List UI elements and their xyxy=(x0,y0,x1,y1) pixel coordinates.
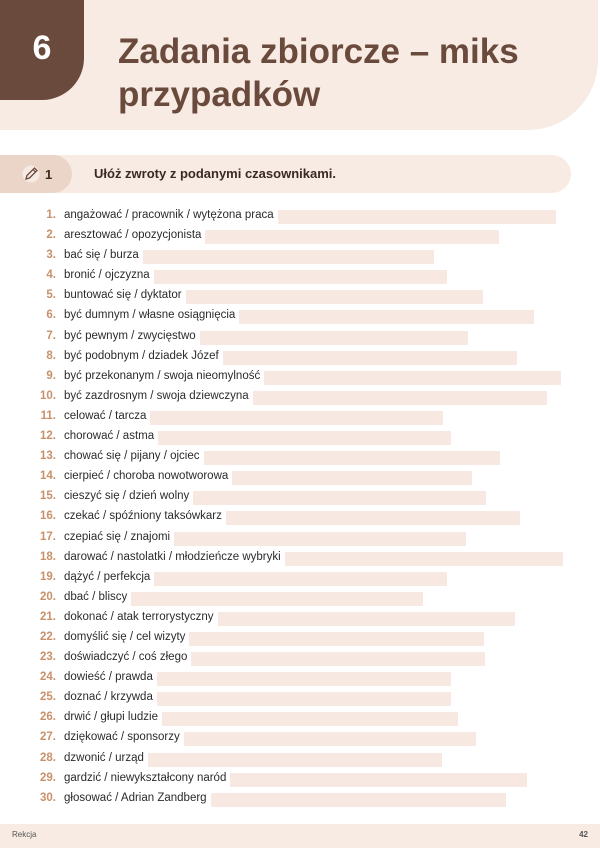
list-item xyxy=(0,610,600,630)
answer-blank[interactable] xyxy=(232,471,472,485)
item-prompt: bronić / ojczyzna xyxy=(64,269,150,282)
item-number: 18. xyxy=(40,550,56,563)
answer-blank[interactable] xyxy=(226,511,520,525)
item-prompt: angażować / pracownik / wytężona praca xyxy=(64,209,274,221)
page-number: 42 xyxy=(579,830,588,839)
item-prompt: czekać / spóźniony taksówkarz xyxy=(64,510,222,523)
item-number: 12. xyxy=(40,430,56,443)
list-item xyxy=(0,248,600,268)
answer-blank[interactable] xyxy=(223,351,517,365)
item-number: 4. xyxy=(46,269,56,282)
item-number: 22. xyxy=(40,630,56,643)
answer-blank[interactable] xyxy=(158,431,451,445)
item-prompt: być dumnym / własne osiągnięcia xyxy=(64,309,236,322)
list-item xyxy=(0,409,600,429)
answer-blank[interactable] xyxy=(150,411,443,425)
exercise-list xyxy=(0,208,600,811)
list-item xyxy=(0,670,600,690)
footer-section-name: Rekcja xyxy=(12,830,37,839)
list-item xyxy=(0,590,600,610)
answer-blank[interactable] xyxy=(211,793,506,807)
item-number: 3. xyxy=(46,249,56,262)
item-number: 28. xyxy=(40,751,56,764)
item-number: 16. xyxy=(40,510,56,523)
answer-blank[interactable] xyxy=(285,552,563,566)
item-number: 21. xyxy=(40,610,56,623)
item-prompt: cierpieć / choroba nowotworowa xyxy=(64,470,229,483)
item-prompt: dziękować / sponsorzy xyxy=(64,731,180,744)
list-item xyxy=(0,650,600,670)
list-item xyxy=(0,369,600,389)
item-prompt: być zazdrosnym / swoja dziewczyna xyxy=(64,389,249,402)
item-number: 5. xyxy=(46,289,56,302)
item-prompt: drwić / głupi ludzie xyxy=(64,711,158,724)
list-item xyxy=(0,429,600,449)
list-item xyxy=(0,228,600,248)
exercise-number-box xyxy=(0,155,72,193)
answer-blank[interactable] xyxy=(253,391,547,405)
item-number: 10. xyxy=(40,389,56,402)
item-number: 19. xyxy=(40,570,56,583)
item-prompt: dzwonić / urząd xyxy=(64,751,144,764)
item-number: 2. xyxy=(46,229,56,242)
item-number: 29. xyxy=(40,771,56,784)
item-prompt: doświadczyć / coś złego xyxy=(64,651,188,664)
page-title: Zadania zbiorcze – miks przypadków xyxy=(118,32,519,114)
answer-blank[interactable] xyxy=(143,250,434,264)
item-number: 27. xyxy=(40,731,56,744)
list-item xyxy=(0,530,600,550)
item-number: 14. xyxy=(40,470,56,483)
answer-blank[interactable] xyxy=(191,652,485,666)
item-prompt: dążyć / perfekcja xyxy=(64,570,151,583)
item-prompt: domyślić się / cel wizyty xyxy=(64,630,186,643)
item-number: 1. xyxy=(46,209,56,221)
item-prompt: chować się / pijany / ojciec xyxy=(64,450,200,463)
item-prompt: darować / nastolatki / młodzieńcze wybryki xyxy=(64,550,281,563)
item-prompt: aresztować / opozycjonista xyxy=(64,229,202,242)
item-prompt: cieszyć się / dzień wolny xyxy=(64,490,190,503)
item-number: 15. xyxy=(40,490,56,503)
exercise-number: 1 xyxy=(45,166,53,182)
item-prompt: celować / tarcza xyxy=(64,409,147,422)
item-number: 30. xyxy=(40,791,56,804)
answer-blank[interactable] xyxy=(230,773,527,787)
answer-blank[interactable] xyxy=(218,612,515,626)
item-number: 9. xyxy=(46,369,56,382)
answer-blank[interactable] xyxy=(193,491,486,505)
list-item xyxy=(0,630,600,650)
answer-blank[interactable] xyxy=(278,210,556,224)
item-number: 26. xyxy=(40,711,56,724)
item-number: 13. xyxy=(40,450,56,463)
item-prompt: być pewnym / zwycięstwo xyxy=(64,329,196,342)
list-item xyxy=(0,489,600,509)
list-item xyxy=(0,550,600,570)
item-prompt: głosować / Adrian Zandberg xyxy=(64,791,207,804)
list-item xyxy=(0,771,600,791)
list-item xyxy=(0,751,600,771)
answer-blank[interactable] xyxy=(174,532,466,546)
item-number: 23. xyxy=(40,651,56,664)
footer xyxy=(0,824,600,848)
list-item xyxy=(0,791,600,811)
item-prompt: czepiać się / znajomi xyxy=(64,530,171,543)
list-item xyxy=(0,690,600,710)
answer-blank[interactable] xyxy=(239,310,534,324)
list-item xyxy=(0,469,600,489)
answer-blank[interactable] xyxy=(264,371,561,385)
answer-blank[interactable] xyxy=(184,732,476,746)
item-number: 8. xyxy=(46,349,56,362)
list-item xyxy=(0,710,600,730)
answer-blank[interactable] xyxy=(154,270,447,284)
item-number: 17. xyxy=(40,530,56,543)
item-prompt: buntować się / dyktator xyxy=(64,289,182,302)
item-prompt: dbać / bliscy xyxy=(64,590,128,603)
item-number: 6. xyxy=(46,309,56,322)
answer-blank[interactable] xyxy=(154,572,447,586)
list-item xyxy=(0,288,600,308)
list-item xyxy=(0,208,600,228)
answer-blank[interactable] xyxy=(200,331,468,345)
pencil-icon xyxy=(22,165,40,183)
item-number: 7. xyxy=(46,329,56,342)
item-number: 11. xyxy=(40,409,56,422)
exercise-instruction: Ułóż zwroty z podanymi czasownikami. xyxy=(94,166,336,181)
list-item xyxy=(0,389,600,409)
item-prompt: doznać / krzywda xyxy=(64,691,153,704)
chapter-number-badge xyxy=(0,0,84,100)
item-prompt: być przekonanym / swoja nieomylność xyxy=(64,369,261,382)
answer-blank[interactable] xyxy=(204,451,500,465)
list-item xyxy=(0,570,600,590)
list-item xyxy=(0,268,600,288)
list-item xyxy=(0,730,600,750)
list-item xyxy=(0,449,600,469)
item-number: 24. xyxy=(40,671,56,684)
item-prompt: dokonać / atak terrorystyczny xyxy=(64,610,214,623)
item-prompt: bać się / burza xyxy=(64,249,139,262)
answer-blank[interactable] xyxy=(157,672,451,686)
list-item xyxy=(0,329,600,349)
list-item xyxy=(0,349,600,369)
list-item xyxy=(0,509,600,529)
exercise-header xyxy=(0,155,571,193)
item-prompt: dowieść / prawda xyxy=(64,671,153,684)
item-number: 20. xyxy=(40,590,56,603)
answer-blank[interactable] xyxy=(131,592,423,606)
item-prompt: być podobnym / dziadek Józef xyxy=(64,349,219,362)
answer-blank[interactable] xyxy=(148,753,442,767)
answer-blank[interactable] xyxy=(189,632,484,646)
item-prompt: gardzić / niewykształcony naród xyxy=(64,771,227,784)
answer-blank[interactable] xyxy=(186,290,483,304)
list-item xyxy=(0,308,600,328)
answer-blank[interactable] xyxy=(205,230,499,244)
answer-blank[interactable] xyxy=(157,692,451,706)
chapter-number: 6 xyxy=(32,28,52,67)
item-prompt: chorować / astma xyxy=(64,430,155,443)
item-number: 25. xyxy=(40,691,56,704)
answer-blank[interactable] xyxy=(162,712,458,726)
